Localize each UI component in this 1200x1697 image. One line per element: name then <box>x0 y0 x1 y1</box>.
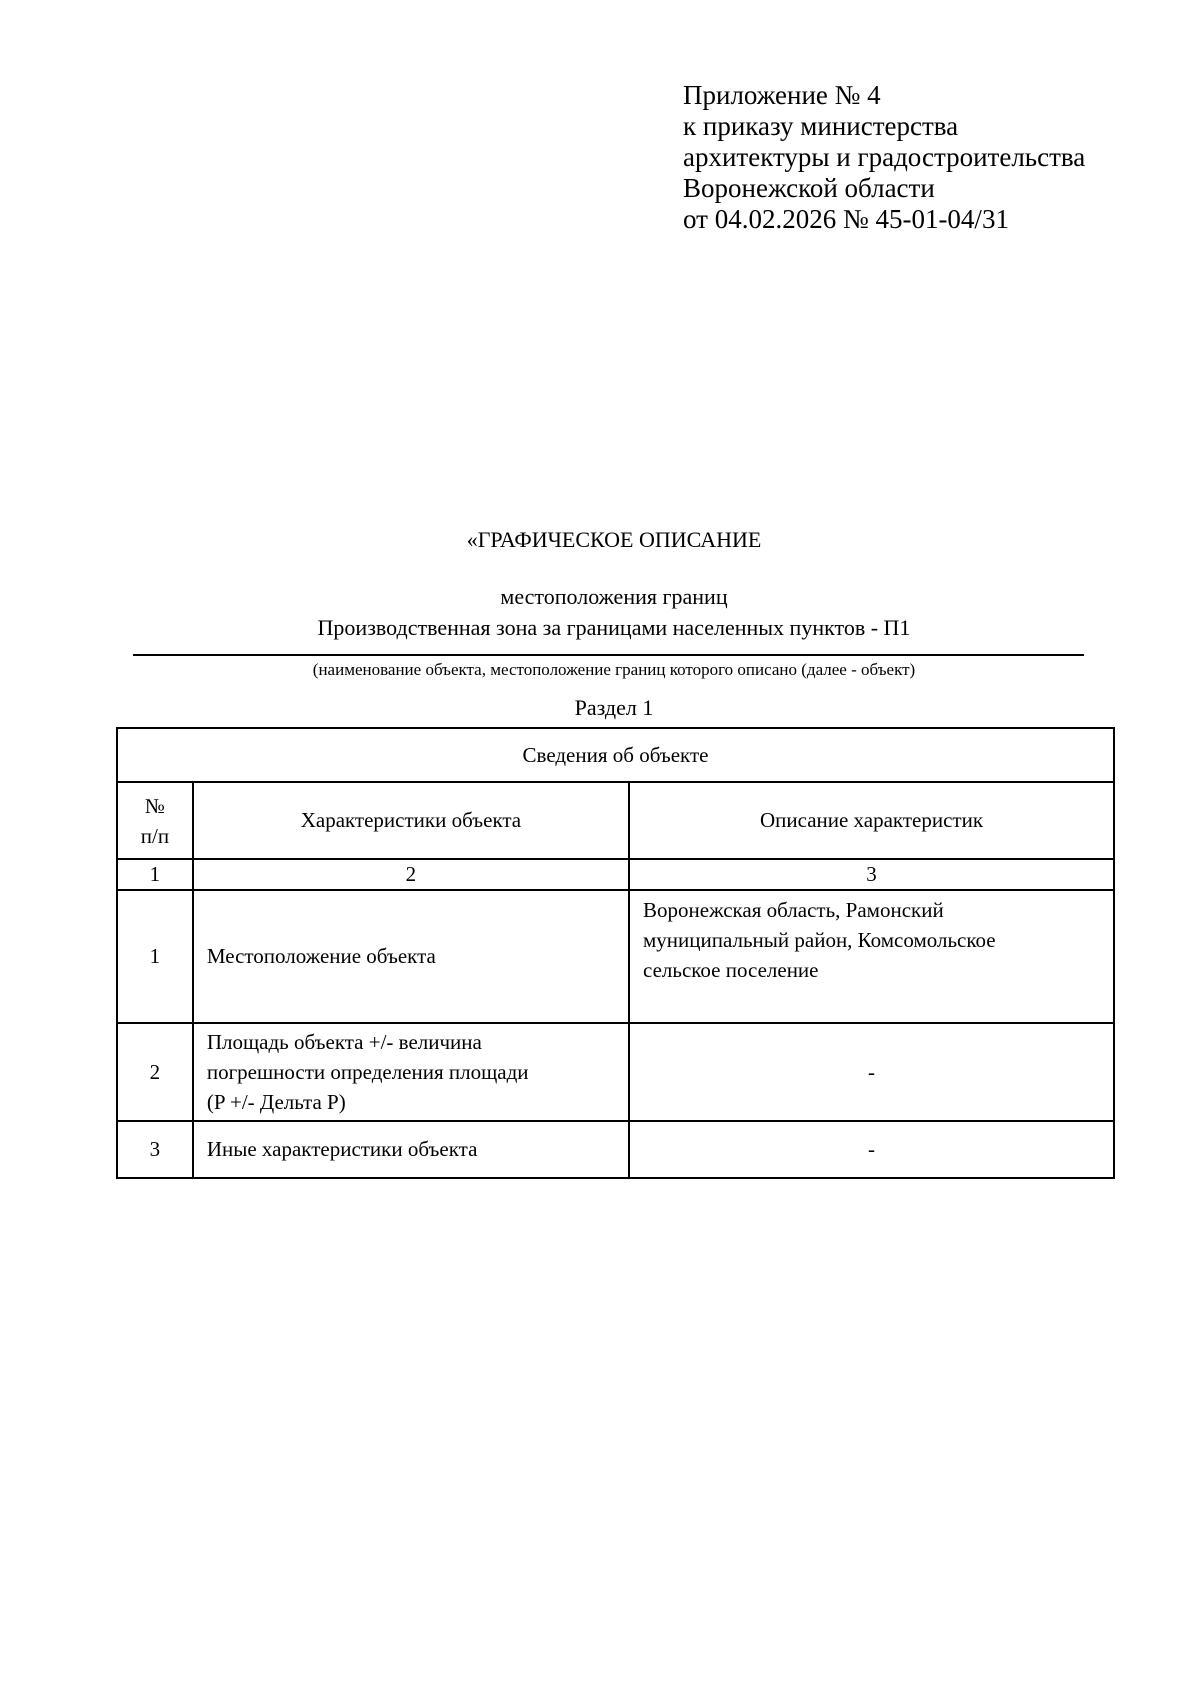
table-caption: Сведения об объекте <box>117 728 1114 782</box>
header-characteristic: Характеристики объекта <box>193 782 629 859</box>
column-number: 2 <box>193 859 629 890</box>
document-subtitle: местоположения границ <box>500 584 728 609</box>
row-characteristic <box>193 1023 629 1121</box>
header-num <box>117 782 193 859</box>
row-description: - <box>629 1121 1114 1178</box>
description-line: сельское поселение <box>643 958 819 982</box>
characteristic-line: (P +/- Дельта P) <box>206 1090 346 1114</box>
column-number-row <box>117 859 1114 890</box>
row-characteristic: Местоположение объекта <box>193 890 629 1023</box>
appendix-line: Воронежской области <box>683 173 935 203</box>
document-title: «ГРАФИЧЕСКОЕ ОПИСАНИЕ <box>466 527 762 552</box>
table-row <box>117 890 1114 1023</box>
section-title: Раздел 1 <box>574 695 654 720</box>
appendix-line: к приказу министерства <box>683 111 959 141</box>
appendix-line: от 04.02.2026 № 45-01-04/31 <box>683 204 1009 234</box>
table-header-row <box>117 782 1114 859</box>
appendix-line: архитектуры и градостроительства <box>683 142 1086 172</box>
appendix-line: Приложение № 4 <box>683 80 881 110</box>
object-name-caption: (наименование объекта, местоположение границ которого описано (далее - объект) <box>312 660 916 679</box>
column-number: 3 <box>629 859 1114 890</box>
table-row <box>117 1121 1114 1178</box>
description-line: муниципальный район, Комсомольское <box>643 928 996 952</box>
row-description <box>629 890 1114 1023</box>
row-description: - <box>629 1023 1114 1121</box>
characteristic-line: Площадь объекта +/- величина <box>206 1030 482 1054</box>
header-description: Описание характеристик <box>629 782 1114 859</box>
row-num: 3 <box>117 1121 193 1178</box>
row-characteristic: Иные характеристики объекта <box>193 1121 629 1178</box>
appendix-header <box>683 80 1085 235</box>
object-info-table <box>116 727 1115 1179</box>
column-number: 1 <box>117 859 193 890</box>
object-name: Производственная зона за границами населенных пунктов - П1 <box>317 615 911 640</box>
row-num: 2 <box>117 1023 193 1121</box>
table-caption-row <box>117 728 1114 782</box>
description-line: Воронежская область, Рамонский <box>643 898 944 922</box>
table-row <box>117 1023 1114 1121</box>
name-underline <box>133 654 1084 656</box>
header-num-line: п/п <box>140 823 170 848</box>
header-num-line: № <box>144 793 165 818</box>
characteristic-line: погрешности определения площади <box>206 1060 529 1084</box>
row-num: 1 <box>117 890 193 1023</box>
